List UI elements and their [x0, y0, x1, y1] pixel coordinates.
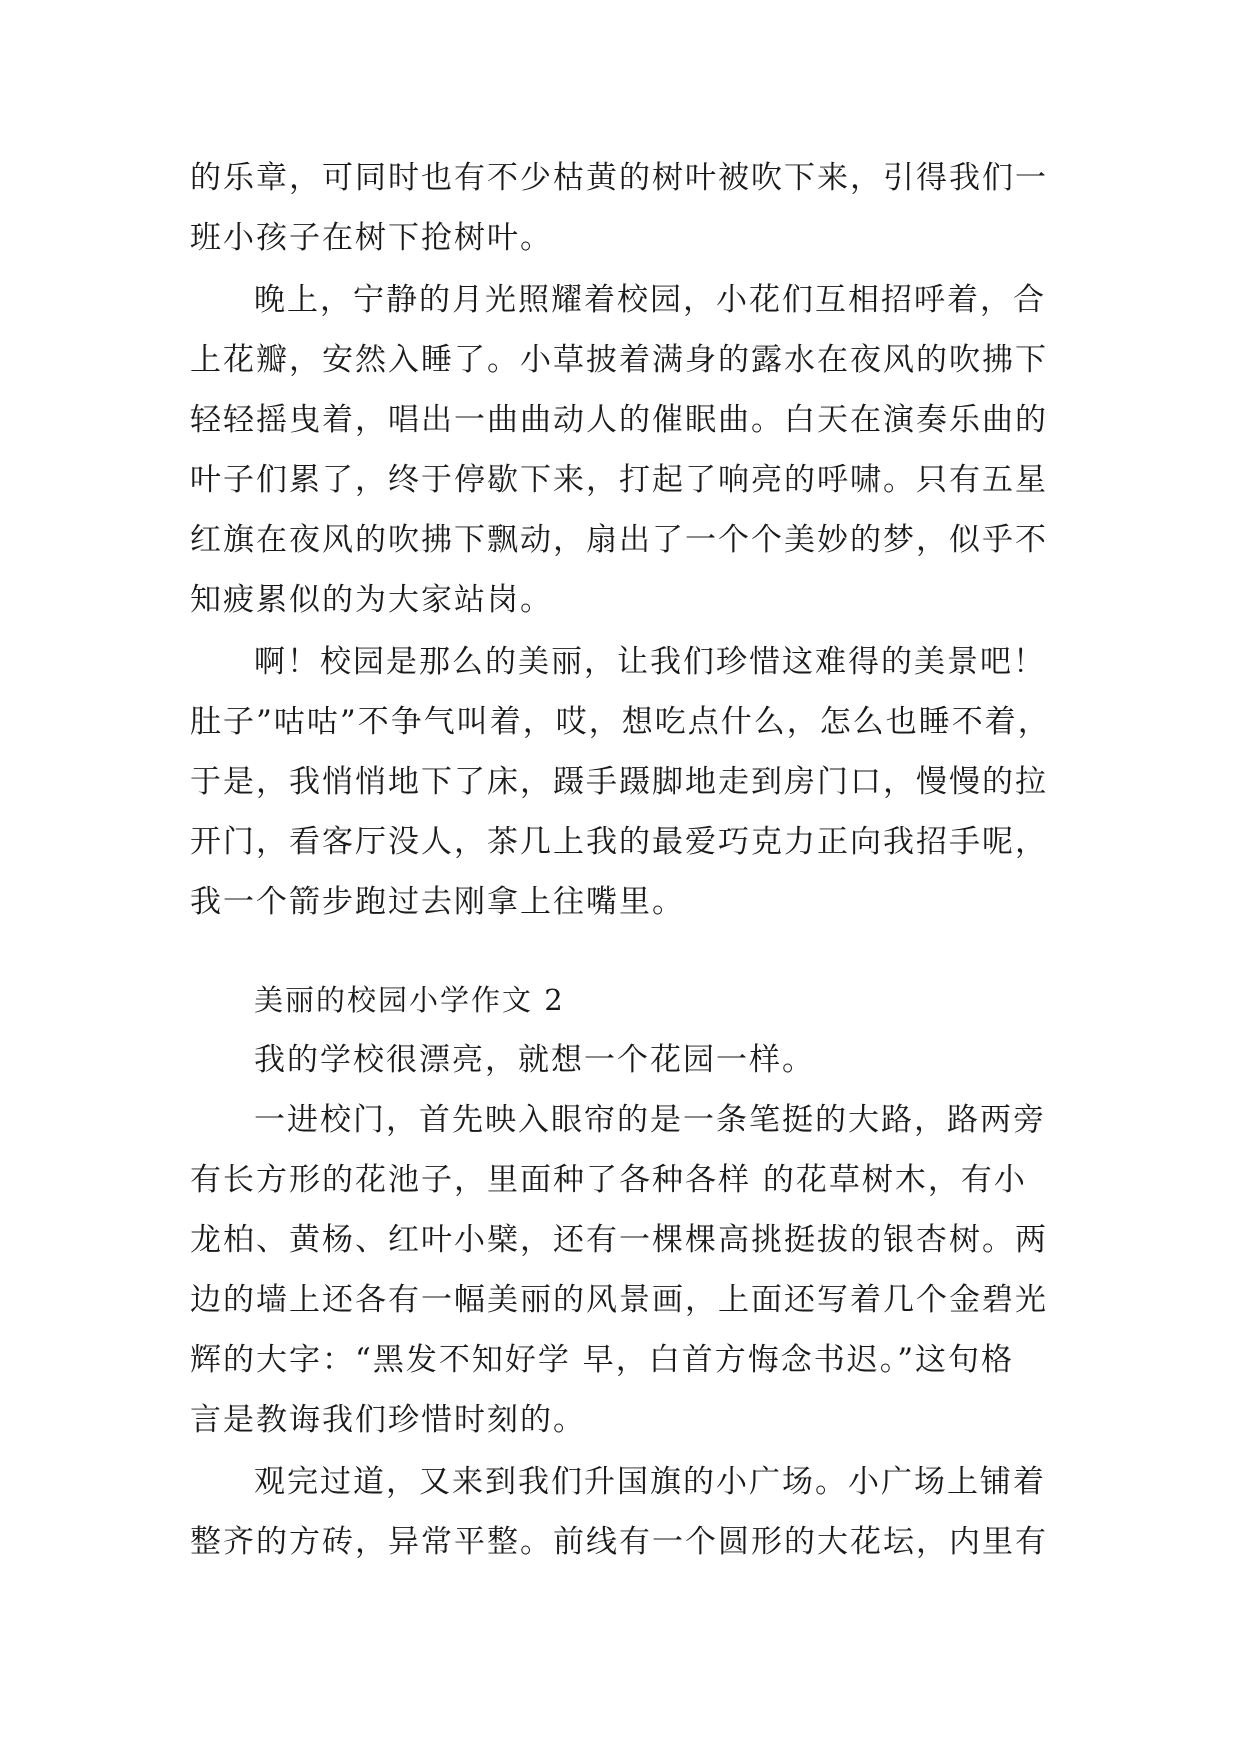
text-line: 整齐的方砖，异常平整。前线有一个圆形的大花坛，内里有 [190, 1524, 1048, 1560]
section-heading: 美丽的校园小学作文 2 [254, 983, 565, 1017]
text-line: 晚上，宁静的月光照耀着校园，小花们互相招呼着，合 [254, 282, 1046, 318]
text-line: 我的学校很漂亮，就想一个花园一样。 [254, 1042, 815, 1078]
text-line: 边的墙上还各有一幅美丽的风景画，上面还写着几个金碧光 [190, 1282, 1048, 1318]
text-line: 肚子”咕咕”不争气叫着，哎，想吃点什么，怎么也睡不着， [190, 704, 1051, 740]
text-line: 啊！校园是那么的美丽，让我们珍惜这难得的美景吧！ [254, 644, 1046, 680]
text-line: 有长方形的花池子，里面种了各种各样 的花草树木，有小 [190, 1162, 1027, 1198]
text-line: 我一个箭步跑过去刚拿上往嘴里。 [190, 884, 685, 920]
text-line: 龙柏、黄杨、红叶小檗，还有一棵棵高挑挺拔的银杏树。两 [190, 1222, 1048, 1258]
text-line: 红旗在夜风的吹拂下飘动，扇出了一个个美妙的梦，似乎不 [190, 522, 1048, 558]
text-line: 知疲累似的为大家站岗。 [190, 582, 553, 618]
text-line: 言是教诲我们珍惜时刻的。 [190, 1402, 586, 1438]
text-line: 轻轻摇曳着，唱出一曲曲动人的催眠曲。白天在演奏乐曲的 [190, 402, 1048, 438]
text-line: 上花瓣，安然入睡了。小草披着满身的露水在夜风的吹拂下 [190, 342, 1048, 378]
text-line: 辉的大字：“黑发不知好学 早，白首方悔念书迟。”这句格 [190, 1342, 1015, 1378]
text-line: 观完过道，又来到我们升国旗的小广场。小广场上铺着 [254, 1464, 1046, 1500]
text-line: 的乐章，可同时也有不少枯黄的树叶被吹下来，引得我们一 [190, 160, 1048, 196]
text-line: 一进校门，首先映入眼帘的是一条笔挺的大路，路两旁 [254, 1102, 1046, 1138]
text-line: 班小孩子在树下抢树叶。 [190, 220, 553, 256]
text-line: 叶子们累了，终于停歇下来，打起了响亮的呼啸。只有五星 [190, 462, 1048, 498]
text-line: 于是，我悄悄地下了床，蹑手蹑脚地走到房门口，慢慢的拉 [190, 764, 1048, 800]
text-line: 开门，看客厅没人，茶几上我的最爱巧克力正向我招手呢， [190, 824, 1048, 860]
